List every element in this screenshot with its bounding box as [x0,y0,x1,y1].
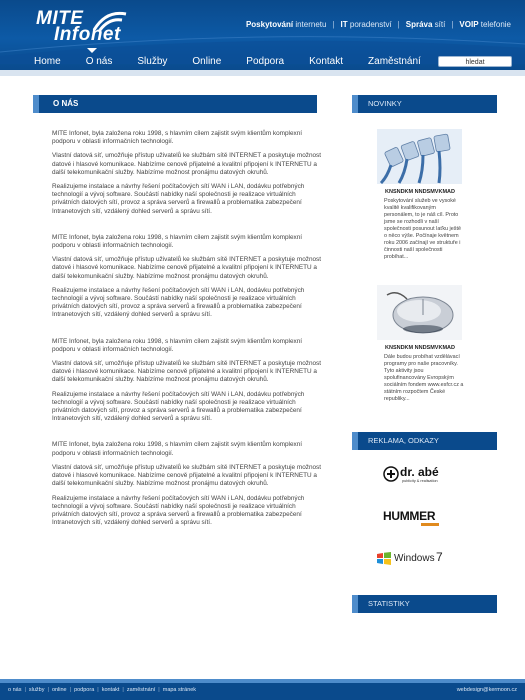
main-content [52,130,322,545]
ad-windows-logo[interactable] [376,549,446,569]
site-header [0,0,525,70]
paragraph: MITE Infonet, byla založena roku 1998, s hlavním cílem zajistit svým klientům komplexní podporu v oblasti informačních technologií. [52,233,303,250]
stats-section-title: STATISTIKY [352,595,497,613]
search-button[interactable]: hledat [438,56,512,67]
top-service-nav [246,20,511,29]
footer-separator: | [69,687,72,693]
header-sub-bar [0,70,525,76]
network-cable-icon [377,129,462,184]
topnav-item-voip[interactable]: VOIP telefonie [459,20,511,29]
nav-home[interactable]: Home [34,56,61,67]
topnav-separator: | [332,20,335,29]
footer-link-mapa-stranek[interactable]: mapa stránek [162,687,197,693]
paragraph: Realizujeme instalace a návrhy řešení počítačových sítí WAN i LAN, dodávku potřebných technologií a vývoj software. Součástí nabídky naší společnosti je realizace virtuálních privátních datových sítí, provoz a správa serverů a firewallů a problematika zabezpečení Intranetových sítí, vzdálený dohled serverů a správu sítí. [52,494,305,527]
footer-separator: | [122,687,124,693]
news-section-title: NOVINKY [352,95,497,113]
content-section [52,338,322,424]
site-footer [0,683,525,700]
footer-link-podpora[interactable]: podpora [74,687,95,693]
paragraph: Realizujeme instalace a návrhy řešení počítačových sítí WAN i LAN, dodávku potřebných technologií a vývoj software. Součástí nabídky naší společnosti je realizace virtuálních privátních datových sítí, provoz a správa serverů a firewallů a problematika zabezpečení Intranetových sítí, vzdálený dohled serverů a správu sítí. [52,286,305,319]
footer-separator: | [158,687,160,693]
paragraph: MITE Infonet, byla založena roku 1998, s hlavním cílem zajistit svým klientům komplexní podporu v oblasti informačních technologií. [52,441,303,457]
paragraph: MITE Infonet, byla založena roku 1998, s hlavním cílem zajistit svým klientům komplexní podporu v oblasti informačních technologií. [52,130,303,146]
news-headline[interactable]: KNSNDKM NNDSMVKMAD [385,189,455,195]
footer-link-sluzby[interactable]: služby [28,687,45,693]
footer-separator: | [24,687,26,693]
wifi-arc-icon [92,8,132,34]
footer-separator: | [97,687,99,693]
paragraph: Vlastní datová síť, umožňuje přístup uživatelů ke službám sítě INTERNET a poskytuje možnost datové i hlasové komunikace. Nabízíme cenově přijatelné a kvalitní připojení k INTERNETU a další telekomunikační služby. Nabízíme možnost pronájmu datových okruhů. [52,152,322,176]
paragraph: Vlastní datová síť, umožňuje přístup uživatelů ke službám sítě INTERNET a poskytuje možnost datové i hlasové komunikace. Nabízíme cenově přijatelné a kvalitní připojení k INTERNETU a další telekomunikační služby. Nabízíme možnost pronájmu datových okruhů. [52,256,322,280]
content-section [52,130,322,216]
paragraph: Vlastní datová síť, umožňuje přístup uživatelů ke službám sítě INTERNET a poskytuje možnost datové i hlasové komunikace. Nabízíme cenově přijatelné a kvalitní připojení k INTERNETU a další telekomunikační služby. Nabízíme možnost pronájmu datových okruhů. [52,463,322,488]
news-excerpt: Poskytování služeb ve vysoké kvalitě kvalifikovaným personálem, to je náš cíl. Proto jsme se rozhodli v naší společnosti posunout laťku ještě o něco výše. Počínaje květnem roku 2006 začínají ve struktuře i činnosti naší společnosti probíhat... [384,198,461,260]
nav-kontakt[interactable]: Kontakt [309,56,344,67]
ad-hummer-logo[interactable] [383,509,441,525]
hummer-accent-bar [421,523,439,526]
logo-line-1: MITE [36,8,84,29]
news-image-mouse[interactable] [377,285,462,340]
footer-separator: | [47,687,49,693]
footer-link-zamestnani[interactable]: zaměstnání [126,687,156,693]
topnav-item-it[interactable]: IT poradenství [340,20,392,29]
footer-link-online[interactable]: online [51,687,67,693]
page-title: O NÁS [33,95,317,113]
topnav-item-sprava[interactable]: Správa sítí [405,20,446,29]
ad-name: Windows [394,553,435,564]
ad-name: HUMMER [383,509,436,523]
nav-podpora[interactable]: Podpora [246,56,285,67]
active-nav-indicator [87,48,97,53]
ad-tagline: publicity & realisation [402,479,438,483]
ad-version: 7 [436,550,443,564]
paragraph: Realizujeme instalace a návrhy řešení počítačových sítí WAN i LAN, dodávku potřebných technologií a vývoj software. Součástí nabídky naší společnosti je realizace virtuálních privátních datových sítí, provoz a správa serverů a firewallů a problematika zabezpečení Intranetových sítí, vzdálený dohled serverů a správu sítí. [52,183,305,215]
paragraph: Realizujeme instalace a návrhy řešení počítačových sítí WAN i LAN, dodávku potřebných technologií a vývoj software. Součástí nabídky naší společnosti je realizace virtuálních privátních datových sítí, provoz a správa serverů a firewallů a problematika zabezpečení Intranetových sítí, vzdálený dohled serverů a správu sítí. [52,390,305,423]
nav-o-nas[interactable]: O nás [85,56,113,67]
paragraph: MITE Infonet, byla založena roku 1998, s hlavním cílem zajistit svým klientům komplexní podporu v oblasti informačních technologií. [52,337,303,353]
content-section [52,441,322,527]
footer-links [8,687,196,693]
footer-credit[interactable]: webdesign@kermoon.cz [456,687,517,693]
ad-dr-abe-logo[interactable] [383,465,445,485]
nav-zamestnani[interactable]: Zaměstnání [368,56,421,67]
news-image-network-cables[interactable] [377,129,462,184]
ad-name: dr. abé [400,465,439,479]
windows-flag-icon [376,551,392,567]
nav-online[interactable]: Online [192,56,222,67]
logo-line-2: Infonet [54,24,121,45]
topnav-separator: | [451,20,454,29]
site-logo[interactable] [36,8,136,46]
topnav-item-internet[interactable]: Poskytování internetu [245,20,327,29]
news-headline[interactable]: KNSNDKM NNDSMVKMAD [385,345,455,351]
content-section [52,234,322,320]
nav-sluzby[interactable]: Služby [137,56,168,67]
ads-section-title: REKLAMA, ODKAZY [352,432,497,450]
news-excerpt: Dále budou probíhat vzdělávací programy pro naše pracovníky. Tyto aktivity jsou spolufinancovány Evropským sociálním fondem www.esfcr.cz a státním rozpočtem České republiky... [384,354,464,402]
footer-link-o-nas[interactable]: o nás [8,687,22,693]
paragraph: Vlastní datová síť, umožňuje přístup uživatelů ke službám sítě INTERNET a poskytuje možnost datové i hlasové komunikace. Nabízíme cenově přijatelné a kvalitní připojení k INTERNETU a další telekomunikační služby. Nabízíme možnost pronájmu datových okruhů. [52,360,322,384]
computer-mouse-icon [377,285,462,340]
topnav-separator: | [397,20,400,29]
footer-link-kontakt[interactable]: kontakt [101,687,120,693]
